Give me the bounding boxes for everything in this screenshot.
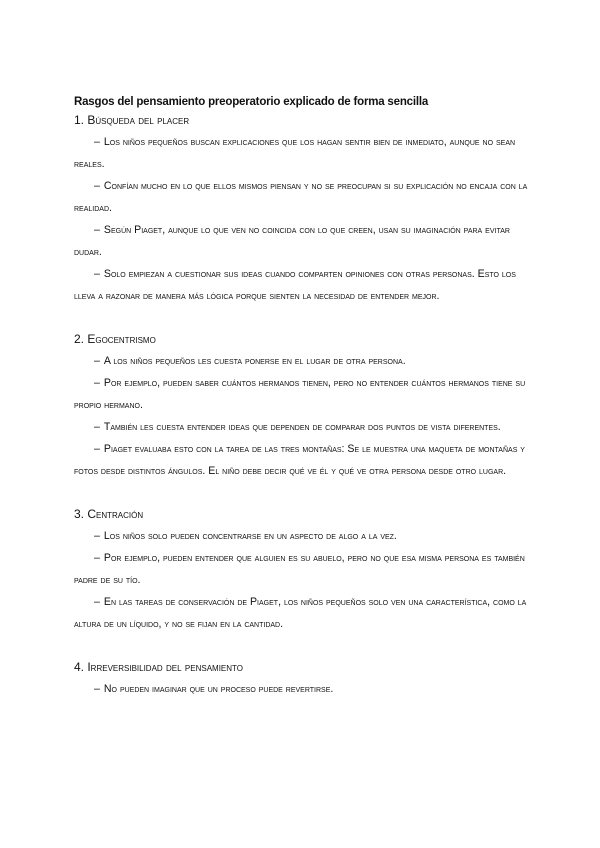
bullet-dash: – [94, 355, 100, 367]
bullet-dash: – [94, 377, 100, 389]
list-item-text: Confían mucho en lo que ellos mismos piensan y no se preocupan si su explicación no encaja con la realidad. [74, 180, 528, 214]
bullet-dash: – [94, 180, 100, 192]
bullet-dash: – [94, 443, 100, 455]
list-item-text: Por ejemplo, pueden saber cuántos hermanos tienen, pero no entender cuántos hermanos tiene su propio hermano. [74, 377, 526, 411]
section-irreversibilidad [74, 658, 534, 700]
list-item [74, 131, 534, 175]
list-item-text: A los niños pequeños les cuesta ponerse en el lugar de otra persona. [103, 355, 406, 367]
list-item [74, 219, 534, 263]
section-title: 4. Irreversibilidad del pensamiento [74, 660, 244, 674]
list-item-text: También les cuesta entender ideas que dependen de comparar dos puntos de vista diferentes. [103, 421, 501, 433]
document-title: Rasgos del pensamiento preoperatorio explicado de forma sencilla [74, 96, 429, 108]
list-item [74, 350, 534, 372]
document-body [74, 94, 534, 723]
list-item [74, 678, 534, 700]
bullet-dash: – [94, 136, 100, 148]
section-title: 3. Centración [74, 507, 144, 521]
list-item-text: Según Piaget, aunque lo que ven no coincida con lo que creen, usan su imaginación para evitar dudar. [74, 224, 510, 258]
list-item [74, 525, 534, 547]
list-item-text: Por ejemplo, pueden entender que alguien es su abuelo, pero no que esa misma persona es también padre de su tío. [74, 552, 525, 586]
section-title: 1. Búsqueda del placer [74, 113, 190, 127]
bullet-dash: – [94, 530, 100, 542]
list-item [74, 438, 534, 482]
list-item-text: Solo empiezan a cuestionar sus ideas cuando comparten opiniones con otras personas. Esto los lleva a razonar de manera más lógica porque sienten la necesidad de entender mejor. [74, 268, 516, 302]
list-item-text: Los niños pequeños buscan explicaciones que los hagan sentir bien de inmediato, aunque no sean reales. [74, 136, 516, 170]
bullet-list [74, 525, 534, 635]
list-item-text: Piaget evaluaba esto con la tarea de las tres montañas: Se le muestra una maqueta de montañas y fotos desde distintos ángulos. El niño debe decir qué ve él y qué ve otra persona desde otro lugar. [74, 443, 525, 477]
bullet-dash: – [94, 421, 100, 433]
list-item [74, 416, 534, 438]
bullet-dash: – [94, 224, 100, 236]
bullet-dash: – [94, 683, 100, 695]
bullet-list [74, 131, 534, 307]
list-item-text: En las tareas de conservación de Piaget, los niños pequeños solo ven una característica, como la altura de un líquido, y no se fijan en la cantidad. [74, 596, 527, 630]
list-item-text: Los niños solo pueden concentrarse en un aspecto de algo a la vez. [103, 530, 397, 542]
bullet-dash: – [94, 552, 100, 564]
section-busqueda-del-placer [74, 111, 534, 307]
bullet-dash: – [94, 596, 100, 608]
section-egocentrismo [74, 330, 534, 482]
bullet-dash: – [94, 268, 100, 280]
bullet-list [74, 678, 534, 700]
list-item [74, 547, 534, 591]
section-title: 2. Egocentrismo [74, 332, 156, 346]
section-centracion [74, 505, 534, 635]
list-item [74, 372, 534, 416]
list-item [74, 175, 534, 219]
bullet-list [74, 350, 534, 482]
list-item-text: No pueden imaginar que un proceso puede revertirse. [103, 683, 334, 695]
list-item [74, 263, 534, 307]
list-item [74, 591, 534, 635]
